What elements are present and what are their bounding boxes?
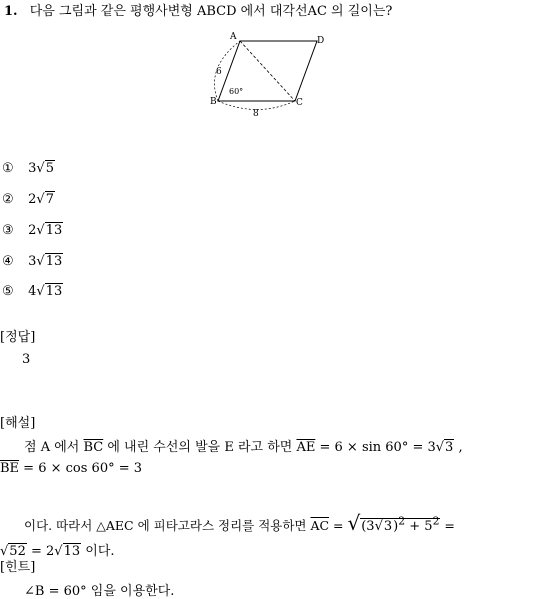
sqrt-symbol: √ <box>347 511 361 535</box>
choice-mark: ③ <box>2 223 14 238</box>
choice-2[interactable]: ② 2√7 <box>2 192 54 207</box>
sqrt-symbol: √3 <box>435 440 454 455</box>
explanation-line-2: $\overline{BE} = 6 \times \cos 60^\circ = 3$ <box>0 461 143 476</box>
choice-3[interactable]: ③ 2√13 <box>2 223 63 238</box>
question-number: 1. <box>4 4 18 19</box>
parallelogram-figure <box>205 28 335 120</box>
side-ab-label: 6 <box>216 67 222 77</box>
sqrt-symbol: √7 <box>36 192 54 207</box>
segment-bc: $\overline{BC}$ <box>83 440 104 455</box>
choice-mark: ④ <box>2 254 14 269</box>
sqrt-symbol: √13 <box>36 254 63 269</box>
choice-5[interactable]: ⑤ 4√13 <box>2 284 63 299</box>
explanation-line-3: 이다. 따라서 △AEC 에 피타고라스 정리를 적용하면 $\overline{AC} = √(3√3)^2 + 5^2$ = <box>24 511 455 535</box>
side-bc-label: 8 <box>253 109 259 119</box>
label-d: D <box>317 36 325 46</box>
choice-mark: ⑤ <box>2 284 14 299</box>
segment-be: $\overline{BE}$ <box>0 461 20 476</box>
choice-mark: ② <box>2 192 14 207</box>
label-a: A <box>230 32 237 42</box>
segment-ae: $\overline{AE}$ <box>296 440 316 455</box>
segment-ac: $\overline{AC}$ <box>310 518 330 533</box>
sqrt-symbol: √13 <box>36 223 63 238</box>
sqrt-symbol: √13 <box>54 544 81 559</box>
answer-label: [정답] <box>0 330 36 345</box>
diagonal-ac <box>240 41 295 101</box>
sqrt-symbol: √52 <box>0 544 26 559</box>
choice-mark: ① <box>2 161 14 176</box>
explanation-label: [해설] <box>0 416 36 431</box>
label-c: C <box>296 98 303 108</box>
explanation-line-4: √52 = 2√13 이다. <box>0 544 115 559</box>
hint-label: [힌트] <box>0 560 36 575</box>
explanation-line-1: 점 A 에서 $\overline{BC}$ 에 내린 수선의 발을 E 라고 하면 $\overline{AE} = 6 \times \sin 60^\circ = 3√3$ , <box>24 440 463 455</box>
choice-1[interactable]: ① 3√5 <box>2 161 54 176</box>
label-b: B <box>210 97 217 107</box>
choice-4[interactable]: ④ 3√13 <box>2 254 63 269</box>
angle-label: 60° <box>229 87 244 96</box>
question-line <box>4 0 392 19</box>
answer-value: 3 <box>22 352 31 367</box>
hint-text: ∠B = 60° 임을 이용한다. <box>24 584 175 599</box>
sqrt-symbol: √13 <box>36 284 63 299</box>
sqrt-symbol: √5 <box>36 161 54 176</box>
question-text: 다음 그림과 같은 평행사변형 ABCD 에서 대각선AC 의 길이는? <box>29 4 393 19</box>
